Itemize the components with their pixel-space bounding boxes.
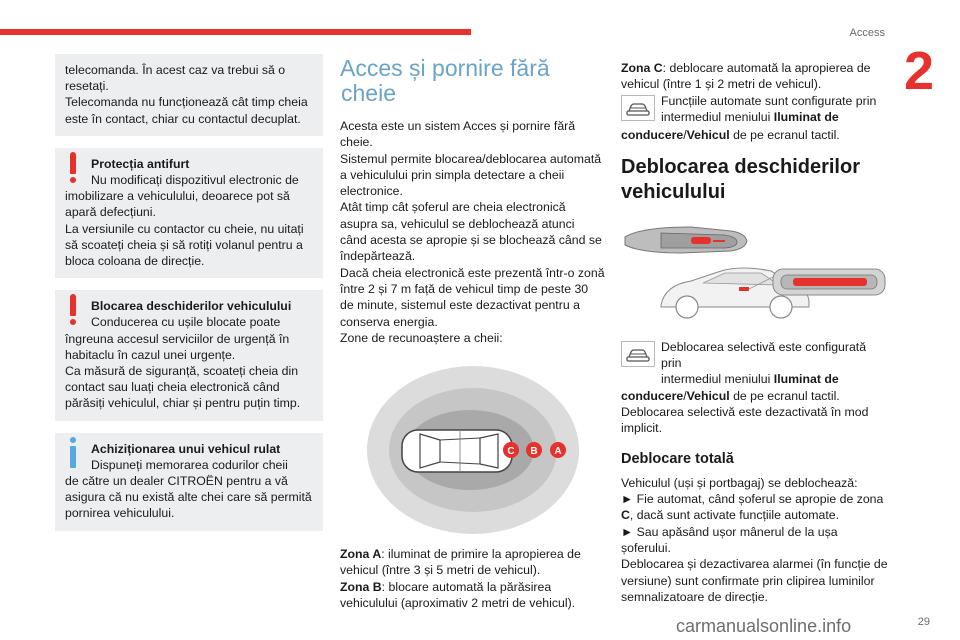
paragraph-line: semnalizatoare de direcție. xyxy=(621,589,768,604)
note-line: Funcțiile automate sunt configurate prin xyxy=(661,93,877,108)
section-title-line: Acces și pornire fără xyxy=(340,55,550,81)
note-line: intermediul meniului Iluminat de xyxy=(661,109,839,124)
box-line: asigura că nu există alte chei care să permită xyxy=(65,490,312,505)
chapter-number: 2 xyxy=(903,41,934,101)
paragraph-line: Atât timp cât șoferul are cheia electronică xyxy=(340,200,566,215)
car-settings-icon xyxy=(621,341,655,367)
zone-a-desc-line: vehicul (între 3 și 5 metri de vehicul). xyxy=(340,563,541,578)
note-line: Deblocarea selectivă este configurată prin xyxy=(661,339,867,371)
paragraph-line: asupra sa, vehiculul se deblochează atunci xyxy=(340,216,575,231)
selective-unlocking-note xyxy=(621,339,889,388)
paragraph-line: Vehiculul (uși și portbagaj) se deblochează: xyxy=(621,475,858,490)
box-line: La versiunile cu contactor cu cheie, nu uitați xyxy=(65,221,304,236)
paragraph-line: Sistemul permite blocarea/deblocarea automată xyxy=(340,151,602,166)
box-line: pornirea vehiculului. xyxy=(65,506,175,521)
zone-b-desc: Zona B: blocare automată la părăsirea xyxy=(340,579,552,594)
paragraph-line: între 2 și 7 m față de vehicul timp de peste 30 xyxy=(340,281,589,296)
box-line: îngreuna accesul serviciilor de urgență în xyxy=(65,331,290,346)
box-title: Achiziționarea unui vehicul rulat xyxy=(91,441,281,456)
full-unlocking-title: Deblocare totală xyxy=(621,450,734,467)
paragraph-line: Zone de recunoaștere a cheii: xyxy=(340,330,503,345)
intro-line: este în contact, chiar cu contactul decuplat. xyxy=(65,111,301,126)
antitheft-warning-box xyxy=(55,148,323,278)
paragraph-line: a vehiculului prin simpla detectare a cheii xyxy=(340,167,565,182)
zone-a-label: A xyxy=(554,446,562,458)
header-title: Access xyxy=(849,27,885,39)
zone-b-label: B xyxy=(530,446,538,458)
column-middle xyxy=(340,54,606,611)
door-handle-closeup xyxy=(625,227,747,253)
box-line: bloca coloana de direcție. xyxy=(65,254,205,269)
watermark: carmanualsonline.info xyxy=(676,616,852,636)
box-line: Dispuneți memorarea codurilor cheii xyxy=(91,457,288,472)
paragraph-line: Acesta este un sistem Acces și pornire fără xyxy=(340,119,576,133)
box-line: apară defecțiuni. xyxy=(65,205,156,220)
note-line: conducere/Vehicul de pe ecranul tactil. xyxy=(621,388,840,403)
paragraph-line: șoferului. xyxy=(621,541,671,556)
unlocking-title-line: Deblocarea deschiderilor xyxy=(621,155,860,178)
note-line: implicit. xyxy=(621,421,662,436)
box-line: Nu modificați dispozitivul electronic de xyxy=(91,173,299,188)
note-line: Deblocarea selectivă este dezactivată în mod xyxy=(621,405,869,420)
key-zones-illustration xyxy=(340,364,606,536)
paragraph-line: electronice. xyxy=(340,184,403,199)
note-line: conducere/Vehicul de pe ecranul tactil. xyxy=(621,127,840,142)
paragraph-line: conserva energia. xyxy=(340,314,438,329)
page-number: 29 xyxy=(917,616,930,628)
car-top-view xyxy=(402,430,515,472)
paragraph-line: Dacă cheia electronică este prezentă într-o zonă xyxy=(340,265,605,280)
paragraph-line: ► Sau apăsând ușor mânerul de la ușa xyxy=(621,524,838,539)
zone-b-desc-line: vehiculului (aproximativ 2 metri de vehicul). xyxy=(340,596,576,611)
key-zones-diagram xyxy=(340,364,606,536)
locking-warning-box xyxy=(55,290,323,420)
box-title: Blocarea deschiderilor vehiculului xyxy=(91,299,292,314)
zone-c-desc: Zona C: deblocare automată la apropierea de xyxy=(621,61,871,75)
box-line: părăsiți vehiculul, chiar și pentru puțin timp. xyxy=(65,396,301,411)
paragraph-line: când acesta se apropie și se blochează când se xyxy=(340,233,602,248)
zone-labels xyxy=(503,442,566,458)
box-line: să scoateți cheia și să rotiți volanul pentru a xyxy=(65,237,303,252)
intro-line: resetați. xyxy=(65,79,109,94)
paragraph-line: C, dacă sunt activate funcțiile automate. xyxy=(621,508,840,523)
unlock-illustration-svg xyxy=(621,215,889,325)
note-line: intermediul meniului Iluminat de xyxy=(661,372,839,387)
header-red-bar xyxy=(0,29,471,35)
zone-c-label: C xyxy=(507,446,515,458)
zone-a-desc: Zona A: iluminat de primire la apropierea de xyxy=(340,547,581,562)
paragraph-line: ► Fie automat, când șoferul se apropie de zona xyxy=(621,492,884,507)
section-title xyxy=(340,56,606,106)
intro-line: telecomanda. În acest caz va trebui să o xyxy=(65,63,286,77)
box-line: Ca măsură de siguranță, scoateți cheia din xyxy=(65,364,299,379)
intro-line: Telecomanda nu funcționează cât timp cheia xyxy=(65,95,308,110)
column-left xyxy=(55,54,323,543)
zone-c-desc-line: vehicul (între 1 și 2 metri de vehicul). xyxy=(621,77,822,92)
paragraph-line: versiune) sunt confirmate prin clipirea luminilor xyxy=(621,573,875,588)
used-vehicle-info-box xyxy=(55,433,323,531)
column-right xyxy=(621,60,889,605)
handle-sensor-closeup xyxy=(773,269,885,295)
paragraph-line: de minute, sistemul este dezactivat pentru a xyxy=(340,298,580,313)
automatic-functions-note xyxy=(621,93,889,127)
box-line: Conducerea cu ușile blocate poate xyxy=(91,315,281,330)
paragraph-line: îndepărtează. xyxy=(340,249,416,264)
unlocking-title-line: vehiculului xyxy=(621,180,726,203)
section-title-line: cheie xyxy=(341,80,396,106)
unlocking-title xyxy=(621,155,889,205)
box-line: contact sau luați cheia electronică când xyxy=(65,380,280,395)
box-line: de către un dealer CITROËN pentru a vă xyxy=(65,474,288,489)
paragraph-line: cheie. xyxy=(340,135,373,150)
box-line: habitaclu în cazul unei urgențe. xyxy=(65,347,236,362)
intro-box xyxy=(55,54,323,136)
box-line: imobilizare a vehiculului, deoarece pot să xyxy=(65,189,290,204)
box-title: Protecția antifurt xyxy=(91,156,190,171)
paragraph-line: Deblocarea și dezactivarea alarmei (în funcție de xyxy=(621,557,888,572)
car-settings-icon xyxy=(621,95,655,121)
door-handle-illustration xyxy=(621,215,889,325)
